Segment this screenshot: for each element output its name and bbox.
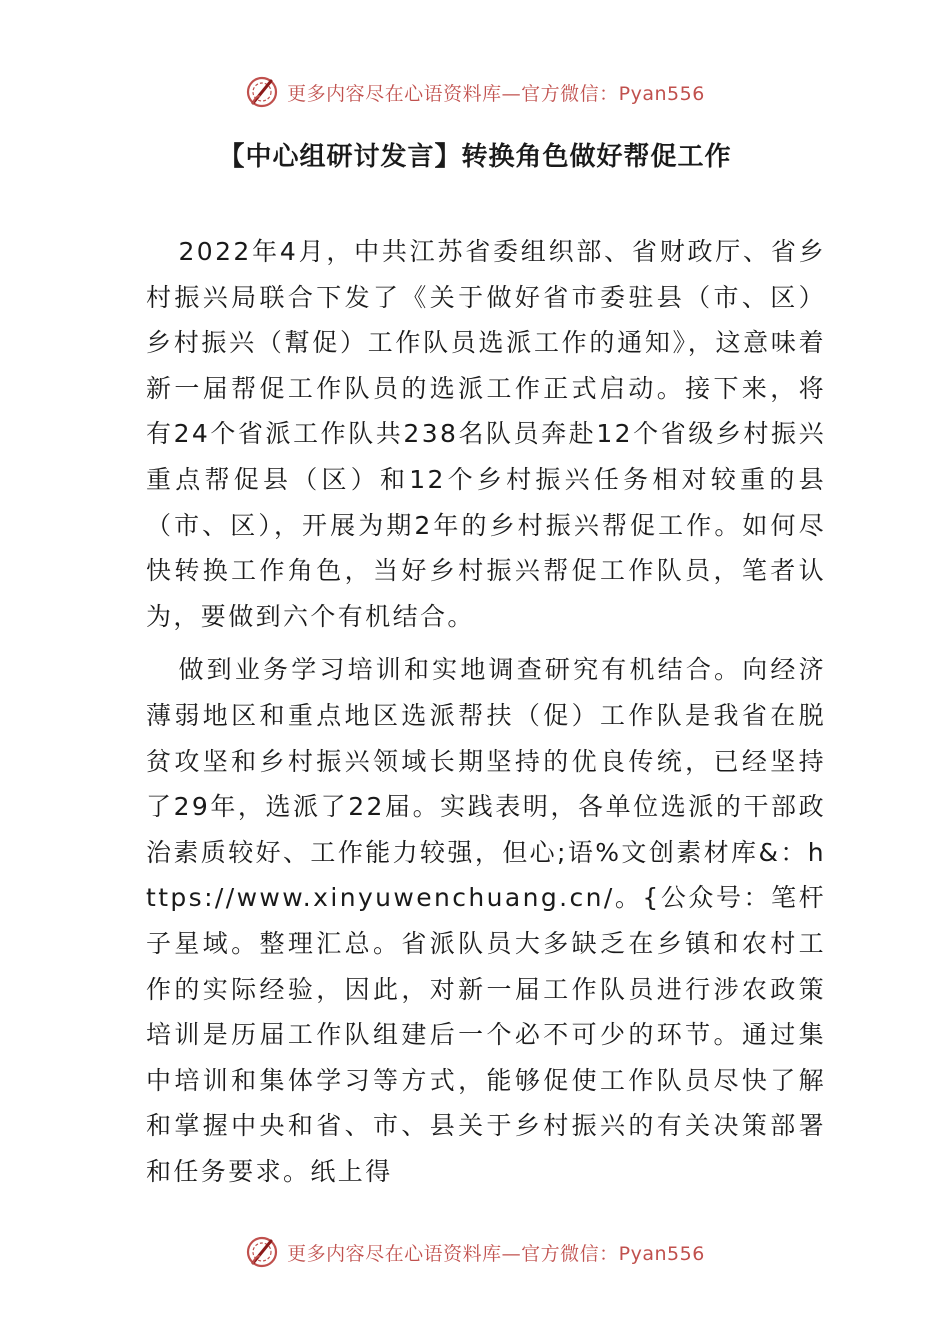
paragraph-1: 2022年4月，中共江苏省委组织部、省财政厅、省乡村振兴局联合下发了《关于做好省市委驻县（市、区）乡村振兴（幫促）工作队员选派工作的通知》，这意味着新一届帮促工作队员的选派工作正式启动。接下来，将有24个省派工作队共238名队员奔赴12个省级乡村振兴重点帮促县（区）和12个乡村振兴任务相对较重的县（市、区），开展为期2年的乡村振兴帮促工作。如何尽快转换工作角色，当好乡村振兴帮促工作队员，笔者认为，要做到六个有机结合。 [146, 237, 826, 631]
header-banner-text: 更多内容尽在心语资料库—官方微信：Pyan556 [287, 82, 705, 105]
footer-wechat-id: Pyan556 [618, 1242, 705, 1265]
header-banner [0, 72, 950, 112]
brush-logo-icon [245, 75, 279, 109]
document-title: 【中心组研讨发言】转换角色做好帮促工作 [218, 142, 732, 172]
document-body [146, 229, 826, 1194]
footer-banner-text: 更多内容尽在心语资料库—官方微信：Pyan556 [287, 1242, 705, 1265]
paragraph-2: 做到业务学习培训和实地调查研究有机结合。向经济薄弱地区和重点地区选派帮扶（促）工作队是我省在脱贫攻坚和乡村振兴领域长期坚持的优良传统，已经坚持了29年，选派了22届。实践表明，各单位选派的干部政治素质较好、工作能力较强，但心;语%文创素材库&：https://www.xinyuwenchuang.cn/。{公众号：笔杆子星域。整理汇总。省派队员大多缺乏在乡镇和农村工作的实际经验，因此，对新一届工作队员进行涉农政策培训是历届工作队组建后一个必不可少的环节。通过集中培训和集体学习等方式，能够促使工作队员尽快了解和掌握中央和省、市、县关于乡村振兴的有关决策部署和任务要求。纸上得 [146, 655, 826, 1186]
brush-logo-icon [245, 1235, 279, 1269]
footer-banner [0, 1232, 950, 1272]
header-wechat-id: Pyan556 [618, 82, 705, 105]
